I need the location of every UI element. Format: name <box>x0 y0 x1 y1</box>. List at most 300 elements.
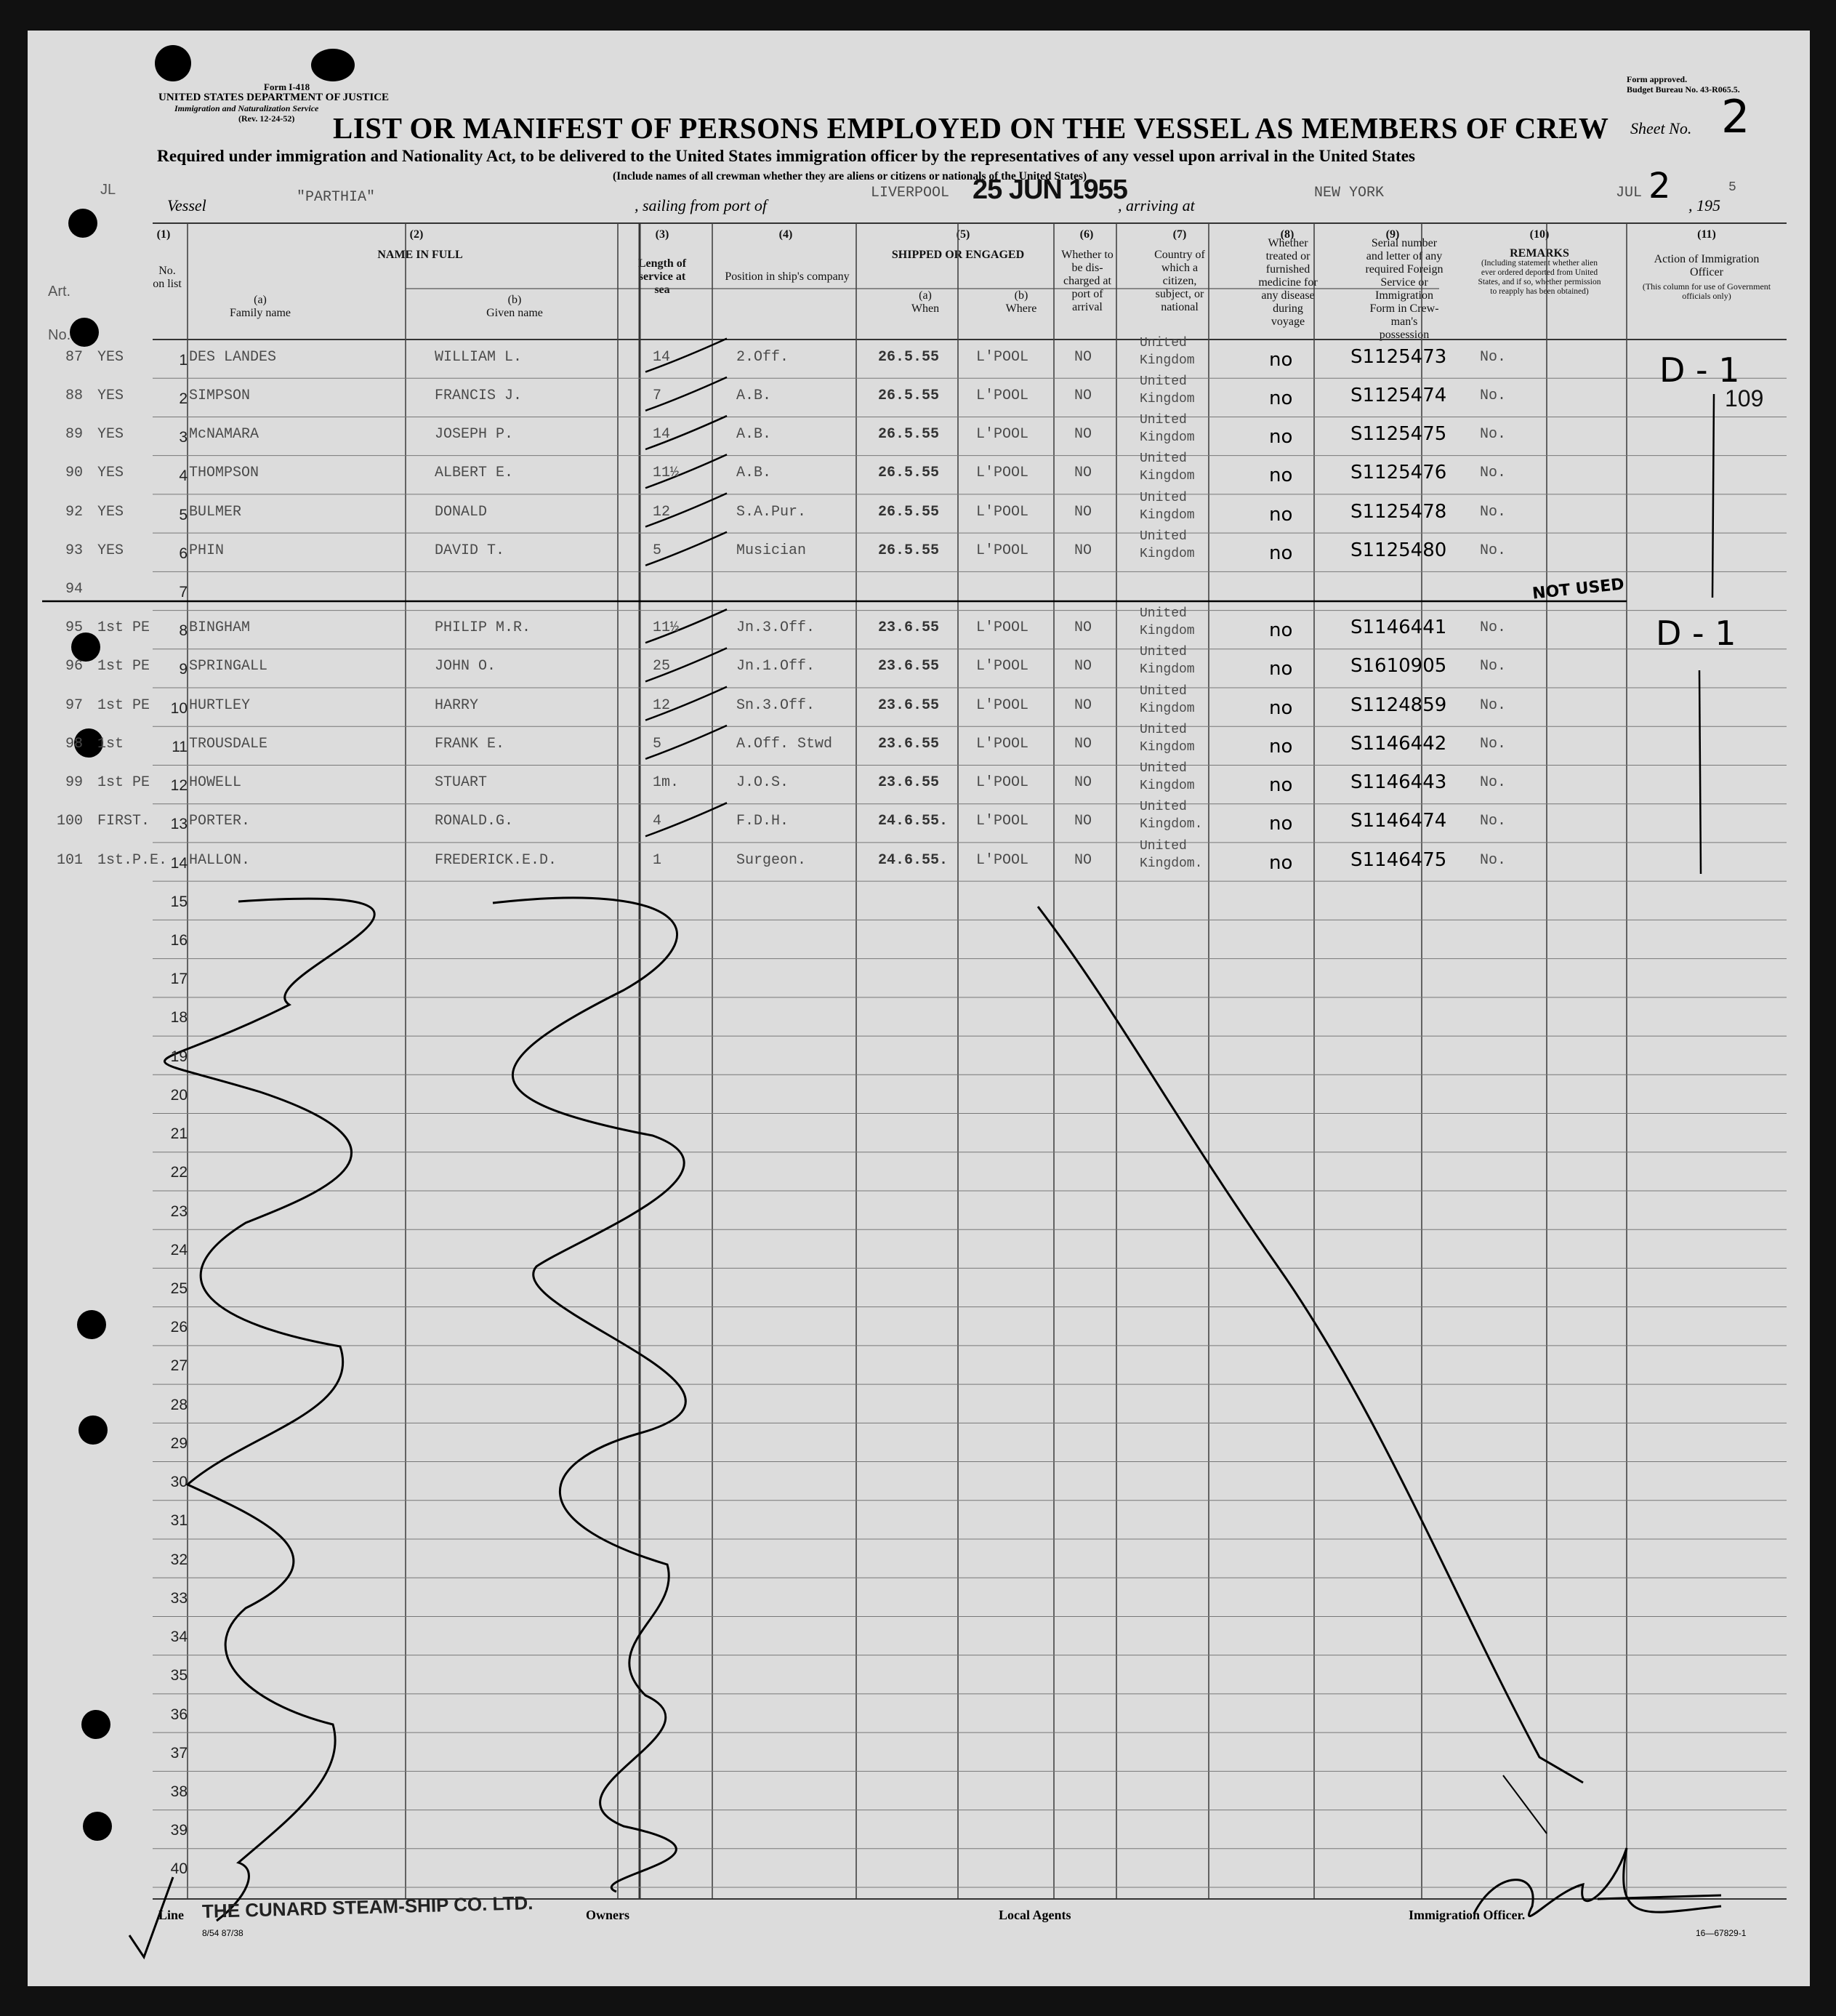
footer-line-label: Line <box>158 1908 185 1922</box>
status-cell: 1st.P.E. <box>97 851 168 869</box>
footer-owners: Owners <box>586 1908 629 1922</box>
remarks-cell: No. <box>1480 542 1507 559</box>
line-number: 30 <box>170 1474 188 1491</box>
immigration-officer-signature <box>1474 1848 1721 1916</box>
line-number: 36 <box>170 1706 188 1723</box>
footer-code-right: 16—67829-1 <box>1696 1928 1747 1938</box>
service-cell: 5 <box>653 735 662 752</box>
status-cell: 1st PE <box>97 696 150 714</box>
serial-cell: S1125480 <box>1350 539 1447 561</box>
given-name-cell: FRANCIS J. <box>435 387 523 404</box>
position-cell: Surgeon. <box>736 851 807 869</box>
country-cell: Kingdom <box>1140 353 1195 368</box>
medicine-cell: no <box>1269 348 1293 371</box>
line-number: 31 <box>170 1512 188 1530</box>
line-number: 40 <box>170 1860 188 1878</box>
position-cell: J.O.S. <box>736 774 789 792</box>
col-7-header: Country of which a citizen, subject, or national <box>1154 249 1205 313</box>
status-cell: FIRST. <box>97 813 150 830</box>
art-label: Art. <box>48 284 71 300</box>
line-number: 19 <box>170 1048 188 1065</box>
given-name-cell: DAVID T. <box>435 542 505 559</box>
remarks-cell: No. <box>1480 387 1507 404</box>
position-cell: A.B. <box>736 465 772 482</box>
line-number: 7 <box>179 583 188 601</box>
arriving-label: , arriving at <box>1118 196 1195 214</box>
year-digit: 5 <box>1728 180 1736 195</box>
annotation-d1-top: D - 1 <box>1659 350 1740 390</box>
status-cell: YES <box>97 465 124 482</box>
medicine-cell: no <box>1269 774 1293 797</box>
serial-cell: S1146475 <box>1350 848 1447 871</box>
position-cell: Jn.1.Off. <box>736 658 816 675</box>
art-number: 97 <box>65 696 83 714</box>
serial-cell: S1125475 <box>1350 423 1447 446</box>
shipped-where-cell: L'POOL <box>976 348 1029 366</box>
given-name-cell: ALBERT E. <box>435 465 514 482</box>
family-name-cell: PORTER. <box>189 813 251 830</box>
col-1-number: (1) <box>156 228 171 241</box>
line-number: 29 <box>170 1434 188 1452</box>
col-10-subheader: (Including statement whether alien ever ordered deported from United States, and if so, whether permission to reapply has been obtained) <box>1478 259 1601 296</box>
shipped-when-cell: 23.6.55 <box>878 735 940 752</box>
position-cell: A.B. <box>736 387 772 404</box>
country-cell: Kingdom <box>1140 662 1195 678</box>
line-number: 37 <box>170 1744 188 1762</box>
line-number: 13 <box>170 816 188 833</box>
shipped-where-cell: L'POOL <box>976 851 1029 869</box>
discharge-cell: NO <box>1074 619 1092 637</box>
col-11-number: (11) <box>1697 228 1716 241</box>
service-cell: 11½ <box>653 619 680 637</box>
col-5a-header: When <box>911 302 940 315</box>
art-number: 95 <box>65 619 83 637</box>
country-cell: United <box>1140 722 1187 737</box>
art-number: 100 <box>56 813 83 830</box>
line-number: 27 <box>170 1357 188 1375</box>
shipped-where-cell: L'POOL <box>976 503 1029 521</box>
shipped-when-cell: 23.6.55 <box>878 774 940 792</box>
line-number: 2 <box>179 390 188 407</box>
medicine-cell: no <box>1269 465 1293 487</box>
discharge-cell: NO <box>1074 503 1092 521</box>
line-number: 6 <box>179 545 188 562</box>
sailing-label: , sailing from port of <box>635 196 767 214</box>
art-number: 93 <box>65 542 83 559</box>
col-3-header: Length of service at sea <box>637 257 687 296</box>
medicine-cell: no <box>1269 658 1293 680</box>
col-9-header: Serial number and letter of any required Foreign Service or Immigration Form in Crew- man's possession <box>1365 237 1444 341</box>
shipped-when-cell: 23.6.55 <box>878 619 940 637</box>
medicine-cell: no <box>1269 426 1293 449</box>
sheet-label: Sheet No. <box>1630 119 1692 137</box>
service-cell: 11½ <box>653 465 680 482</box>
family-name-cell: HALLON. <box>189 851 251 869</box>
discharge-cell: NO <box>1074 696 1092 714</box>
service-cell: 1 <box>653 851 662 869</box>
remarks-cell: No. <box>1480 774 1507 792</box>
given-name-cell: HARRY <box>435 696 479 714</box>
manifest-subtitle: Required under immigration and Nationality Act, to be delivered to the United States immigration officer by the representatives of any vessel upon arrival in the United States <box>157 147 1415 166</box>
art-number: 87 <box>65 348 83 366</box>
line-number: 1 <box>179 351 188 369</box>
line-number: 33 <box>170 1589 188 1607</box>
country-cell: Kingdom <box>1140 624 1195 639</box>
art-number: 88 <box>65 387 83 404</box>
annotation-d1-mid: D - 1 <box>1656 614 1736 653</box>
remarks-cell: No. <box>1480 465 1507 482</box>
family-name-cell: TROUSDALE <box>189 735 268 752</box>
given-name-cell: JOHN O. <box>435 658 496 675</box>
country-cell: Kingdom <box>1140 507 1195 523</box>
arrival-day: 2 <box>1648 166 1671 206</box>
position-cell: F.D.H. <box>736 813 789 830</box>
arriving-port: NEW YORK <box>1314 185 1385 201</box>
position-cell: A.Off. Stwd <box>736 735 833 752</box>
shipped-when-cell: 26.5.55 <box>878 387 940 404</box>
medicine-cell: no <box>1269 696 1293 719</box>
footer-company-stamp: THE CUNARD STEAM-SHIP CO. LTD. <box>201 1892 534 1922</box>
vessel-name: "PARTHIA" <box>297 189 376 206</box>
vessel-label: Vessel <box>167 196 206 214</box>
line-number: 16 <box>170 932 188 949</box>
line-number: 32 <box>170 1551 188 1568</box>
shipped-where-cell: L'POOL <box>976 696 1029 714</box>
col-5b-header: Where <box>1005 302 1037 315</box>
shipped-when-cell: 24.6.55. <box>878 813 949 830</box>
shipped-where-cell: L'POOL <box>976 542 1029 559</box>
discharge-cell: NO <box>1074 426 1092 443</box>
col-5a-number: (a) <box>919 289 932 302</box>
col-2a-header: Family name <box>230 307 291 319</box>
line-number: 26 <box>170 1319 188 1336</box>
line-number: 25 <box>170 1280 188 1298</box>
art-number: 94 <box>65 580 83 598</box>
status-cell: YES <box>97 503 124 521</box>
given-name-cell: STUART <box>435 774 488 792</box>
family-name-cell: SPRINGALL <box>189 658 268 675</box>
col-3-number: (3) <box>655 228 669 241</box>
line-number: 38 <box>170 1783 188 1800</box>
art-number: 96 <box>65 658 83 675</box>
position-cell: S.A.Pur. <box>736 503 807 521</box>
service-cell: 12 <box>653 503 671 521</box>
footer-immigration-officer: Immigration Officer. <box>1409 1908 1526 1922</box>
medicine-cell: no <box>1269 851 1293 874</box>
form-number: Form I-418 <box>264 81 310 92</box>
line-number: 24 <box>170 1241 188 1258</box>
service-cell: 7 <box>653 387 662 404</box>
line-number: 14 <box>170 854 188 872</box>
col-6-number: (6) <box>1079 228 1094 241</box>
sheet-number: 2 <box>1721 90 1750 143</box>
remarks-cell: No. <box>1480 813 1507 830</box>
line-number: 35 <box>170 1667 188 1684</box>
serial-cell: S1125474 <box>1350 384 1447 406</box>
line-number: 23 <box>170 1202 188 1220</box>
discharge-cell: NO <box>1074 774 1092 792</box>
status-cell: 1st PE <box>97 774 150 792</box>
discharge-cell: NO <box>1074 348 1092 366</box>
country-cell: Kingdom <box>1140 430 1195 446</box>
agency-name: UNITED STATES DEPARTMENT OF JUSTICE <box>158 92 390 103</box>
form-revision: (Rev. 12-24-52) <box>238 113 295 124</box>
line-number: 4 <box>179 467 188 485</box>
discharge-cell: NO <box>1074 465 1092 482</box>
line-number: 17 <box>170 971 188 988</box>
country-cell: Kingdom <box>1140 779 1195 794</box>
bracket-line <box>1699 670 1701 874</box>
service-cell: 14 <box>653 348 671 366</box>
col-8-number: (8) <box>1280 228 1295 241</box>
manifest-title: LIST OR MANIFEST OF PERSONS EMPLOYED ON THE VESSEL AS MEMBERS OF CREW <box>333 111 1609 145</box>
family-name-cell: McNAMARA <box>189 426 259 443</box>
given-name-cell: PHILIP M.R. <box>435 619 531 637</box>
position-cell: Jn.3.Off. <box>736 619 816 637</box>
country-cell: Kingdom <box>1140 391 1195 406</box>
country-cell: United <box>1140 645 1187 660</box>
shipped-where-cell: L'POOL <box>976 387 1029 404</box>
country-cell: United <box>1140 490 1187 505</box>
annotation-not-used: NOT USED <box>1531 575 1625 603</box>
shipped-where-cell: L'POOL <box>976 465 1029 482</box>
family-name-cell: HOWELL <box>189 774 242 792</box>
art-number: 92 <box>65 503 83 521</box>
col-2-number: (2) <box>409 228 424 241</box>
country-cell: United <box>1140 335 1187 350</box>
discharge-cell: NO <box>1074 387 1092 404</box>
shipped-when-cell: 26.5.55 <box>878 348 940 366</box>
remarks-cell: No. <box>1480 735 1507 752</box>
status-cell: 1st PE <box>97 619 150 637</box>
country-cell: United <box>1140 529 1187 544</box>
family-name-cell: BULMER <box>189 503 242 521</box>
medicine-cell: no <box>1269 619 1293 642</box>
cancel-diagonal-line <box>1038 907 1583 1783</box>
line-number: 18 <box>170 1009 188 1027</box>
medicine-cell: no <box>1269 503 1293 526</box>
col-2b-number: (b) <box>507 294 522 306</box>
budget-bureau: Budget Bureau No. 43-R065.5. <box>1627 84 1740 95</box>
status-cell: 1st <box>97 735 124 752</box>
serial-cell: S1146442 <box>1350 732 1447 755</box>
position-cell: A.B. <box>736 426 772 443</box>
bracket-line <box>1712 394 1714 598</box>
shipped-when-cell: 24.6.55. <box>878 851 949 869</box>
col-7-number: (7) <box>1172 228 1187 241</box>
country-cell: United <box>1140 800 1187 815</box>
remarks-cell: No. <box>1480 503 1507 521</box>
country-cell: United <box>1140 761 1187 776</box>
position-cell: Sn.3.Off. <box>736 696 816 714</box>
status-cell: YES <box>97 387 124 404</box>
shipped-where-cell: L'POOL <box>976 774 1029 792</box>
art-number: 99 <box>65 774 83 792</box>
col-1-header: No. on list <box>153 265 182 290</box>
col-11-subheader: (This column for use of Government officials only) <box>1642 281 1771 301</box>
remarks-cell: No. <box>1480 348 1507 366</box>
shipped-when-cell: 26.5.55 <box>878 426 940 443</box>
serial-cell: S1125476 <box>1350 462 1447 484</box>
discharge-cell: NO <box>1074 735 1092 752</box>
line-number: 39 <box>170 1822 188 1839</box>
remarks-cell: No. <box>1480 696 1507 714</box>
line-number: 28 <box>170 1396 188 1413</box>
shipped-where-cell: L'POOL <box>976 735 1029 752</box>
country-cell: United <box>1140 374 1187 389</box>
art-number: 98 <box>65 735 83 752</box>
given-name-cell: FRANK E. <box>435 735 505 752</box>
cancel-squiggle-left <box>165 899 375 1921</box>
family-name-cell: DES LANDES <box>189 348 277 366</box>
remarks-cell: No. <box>1480 619 1507 637</box>
service-cell: 14 <box>653 426 671 443</box>
col-6-header: Whether to be dis- charged at port of arrival <box>1061 249 1114 313</box>
country-cell: Kingdom. <box>1140 817 1203 832</box>
country-cell: United <box>1140 413 1187 428</box>
given-name-cell: DONALD <box>435 503 488 521</box>
shipped-when-cell: 26.5.55 <box>878 503 940 521</box>
serial-cell: S1610905 <box>1350 655 1447 678</box>
country-cell: United <box>1140 838 1187 854</box>
line-number: 9 <box>179 661 188 678</box>
given-name-cell: WILLIAM L. <box>435 348 523 366</box>
service-cell: 5 <box>653 542 662 559</box>
port-of-departure: LIVERPOOL <box>871 185 950 201</box>
cancel-squiggle-right <box>493 898 685 1892</box>
country-cell: Kingdom <box>1140 739 1195 755</box>
line-number: 12 <box>170 777 188 795</box>
col-5b-number: (b) <box>1014 289 1028 302</box>
serial-cell: S1146474 <box>1350 810 1447 832</box>
line-number: 10 <box>170 699 188 717</box>
family-name-cell: THOMPSON <box>189 465 259 482</box>
line-number: 15 <box>170 893 188 910</box>
arrival-month: JUL <box>1616 185 1643 201</box>
art-number: 90 <box>65 465 83 482</box>
country-cell: Kingdom. <box>1140 856 1203 871</box>
include-note: (Include names of all crewman whether they are aliens or citizens or nationals of the United States) <box>613 170 1087 182</box>
discharge-cell: NO <box>1074 813 1092 830</box>
shipped-when-cell: 26.5.55 <box>878 465 940 482</box>
medicine-cell: no <box>1269 813 1293 835</box>
art-number: 89 <box>65 426 83 443</box>
date-stamp: 25 JUN 1955 <box>973 174 1127 205</box>
col-10-number: (10) <box>1529 228 1550 241</box>
medicine-cell: no <box>1269 735 1293 758</box>
country-cell: Kingdom <box>1140 469 1195 484</box>
country-cell: Kingdom <box>1140 701 1195 716</box>
country-cell: Kingdom <box>1140 546 1195 561</box>
manifest-sheet <box>28 31 1810 1986</box>
remarks-cell: No. <box>1480 658 1507 675</box>
col-5-number: (5) <box>956 228 970 241</box>
col-4-header: Position in ship's company <box>725 270 850 283</box>
year-label: , 195 <box>1688 196 1720 214</box>
given-name-cell: JOSEPH P. <box>435 426 514 443</box>
discharge-cell: NO <box>1074 658 1092 675</box>
footer-code-left: 8/54 87/38 <box>202 1928 243 1938</box>
col-9-number: (9) <box>1385 228 1400 241</box>
country-cell: United <box>1140 606 1187 622</box>
col-4-number: (4) <box>778 228 793 241</box>
line-number: 21 <box>170 1125 188 1143</box>
line-number: 20 <box>170 1086 188 1104</box>
service-cell: 4 <box>653 813 662 830</box>
given-name-cell: FREDERICK.E.D. <box>435 851 557 869</box>
manifest-grid <box>28 31 1810 1986</box>
status-cell: YES <box>97 542 124 559</box>
col-10-header: REMARKS <box>1510 247 1569 260</box>
remarks-cell: No. <box>1480 851 1507 869</box>
family-name-cell: SIMPSON <box>189 387 251 404</box>
form-approved: Form approved. <box>1627 74 1688 84</box>
shipped-when-cell: 26.5.55 <box>878 542 940 559</box>
shipped-where-cell: L'POOL <box>976 658 1029 675</box>
service-cell: 25 <box>653 658 671 675</box>
col-8-header: Whether treated or furnished medicine for any disease during voyage <box>1258 237 1318 328</box>
family-name-cell: BINGHAM <box>189 619 251 637</box>
col-2a-number: (a) <box>254 294 267 306</box>
discharge-cell: NO <box>1074 851 1092 869</box>
footer-local-agents: Local Agents <box>999 1908 1071 1922</box>
annotation-109: 109 <box>1725 385 1764 411</box>
shipped-where-cell: L'POOL <box>976 619 1029 637</box>
art-number: 101 <box>56 851 83 869</box>
medicine-cell: no <box>1269 387 1293 409</box>
discharge-cell: NO <box>1074 542 1092 559</box>
col-5-header: SHIPPED OR ENGAGED <box>891 249 1025 261</box>
service-name: Immigration and Naturalization Service <box>174 103 319 113</box>
family-name-cell: PHIN <box>189 542 225 559</box>
serial-cell: S1146441 <box>1350 617 1447 639</box>
col-2b-header: Given name <box>486 307 543 319</box>
status-cell: YES <box>97 426 124 443</box>
family-name-cell: HURTLEY <box>189 696 251 714</box>
serial-cell: S1146443 <box>1350 771 1447 794</box>
serial-cell: S1125473 <box>1350 345 1447 368</box>
line-number: 5 <box>179 506 188 523</box>
shipped-where-cell: L'POOL <box>976 426 1029 443</box>
position-cell: 2.Off. <box>736 348 789 366</box>
corner-mark: JL <box>100 182 116 198</box>
col-11-header: Action of Immigration Officer <box>1654 253 1760 278</box>
medicine-cell: no <box>1269 542 1293 564</box>
line-number: 34 <box>170 1629 188 1646</box>
no-label: No. <box>48 327 71 343</box>
shipped-when-cell: 23.6.55 <box>878 658 940 675</box>
remarks-cell: No. <box>1480 426 1507 443</box>
line-number: 22 <box>170 1164 188 1181</box>
service-cell: 1m. <box>653 774 680 792</box>
shipped-when-cell: 23.6.55 <box>878 696 940 714</box>
country-cell: United <box>1140 451 1187 467</box>
given-name-cell: RONALD.G. <box>435 813 514 830</box>
shipped-where-cell: L'POOL <box>976 813 1029 830</box>
service-cell: 12 <box>653 696 671 714</box>
country-cell: United <box>1140 683 1187 699</box>
signature-lead-line <box>1503 1775 1547 1834</box>
col-2-header: NAME IN FULL <box>377 249 463 261</box>
serial-cell: S1125478 <box>1350 500 1447 523</box>
position-cell: Musician <box>736 542 807 559</box>
serial-cell: S1124859 <box>1350 694 1447 716</box>
status-cell: 1st PE <box>97 658 150 675</box>
line-number: 8 <box>179 622 188 640</box>
line-number: 3 <box>179 429 188 446</box>
line-number: 11 <box>172 738 188 755</box>
status-cell: YES <box>97 348 124 366</box>
